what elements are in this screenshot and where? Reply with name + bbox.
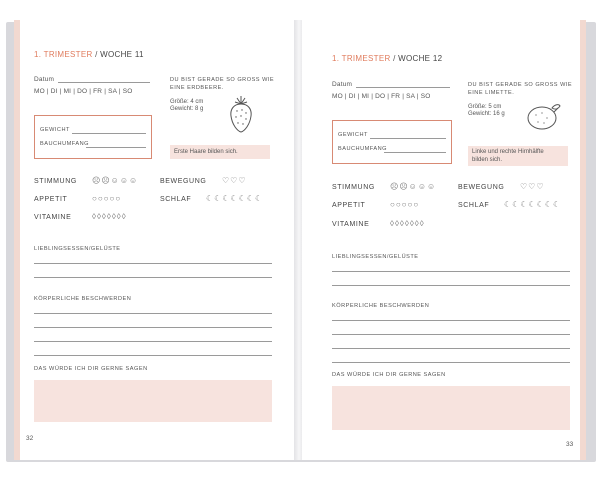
- header-separator: /: [390, 54, 399, 63]
- mood-rating[interactable]: ☹☹☺☺☺: [390, 182, 437, 191]
- complaints-line-4[interactable]: [34, 355, 272, 356]
- belly-label: BAUCHUMFANG: [40, 141, 90, 147]
- left-page: [14, 20, 296, 460]
- header-separator: /: [92, 50, 101, 59]
- complaints-line-2[interactable]: [34, 327, 272, 328]
- appetite-rating[interactable]: ○○○○○: [92, 194, 122, 203]
- sleep-rating[interactable]: ☾☾☾☾☾☾☾: [504, 200, 562, 209]
- size-text-line2: EINE ERDBEERE.: [170, 85, 224, 91]
- complaints-line-1[interactable]: [332, 320, 570, 321]
- week-label: WOCHE 11: [100, 50, 144, 59]
- fact-note-line2: bilden sich.: [472, 157, 503, 163]
- movement-rating[interactable]: ♡♡♡: [222, 176, 247, 185]
- appetite-rating[interactable]: ○○○○○: [390, 200, 420, 209]
- complaints-line-1[interactable]: [34, 313, 272, 314]
- cravings-line-1[interactable]: [34, 263, 272, 264]
- measurements-box: [332, 120, 452, 164]
- belly-line[interactable]: [384, 152, 446, 153]
- right-page: [302, 20, 586, 460]
- sleep-label: SCHLAF: [458, 202, 490, 209]
- movement-label: BEWEGUNG: [160, 178, 207, 185]
- strawberry-icon: [226, 94, 256, 134]
- complaints-line-3[interactable]: [332, 348, 570, 349]
- vitamins-rating[interactable]: ◊◊◊◊◊◊◊: [390, 219, 425, 228]
- vitamins-rating[interactable]: ◊◊◊◊◊◊◊: [92, 212, 127, 221]
- lime-icon: [524, 100, 562, 132]
- message-box[interactable]: [332, 386, 570, 430]
- page-number: 33: [566, 441, 574, 448]
- message-box[interactable]: [34, 380, 272, 422]
- weight-value: Gewicht: 8 g: [170, 106, 204, 112]
- message-label: DAS WÜRDE ICH DIR GERNE SAGEN: [332, 372, 446, 378]
- size-text-line1: DU BIST GERADE SO GROSS WIE: [170, 77, 275, 83]
- mood-rating[interactable]: ☹☹☺☺☺: [92, 176, 139, 185]
- week-label: WOCHE 12: [398, 54, 443, 63]
- sleep-rating[interactable]: ☾☾☾☾☾☾☾: [206, 194, 264, 203]
- cravings-line-2[interactable]: [332, 285, 570, 286]
- fact-note: Erste Haare bilden sich.: [174, 149, 238, 155]
- cravings-label: LIEBLINGSESSEN/GELÜSTE: [34, 246, 121, 252]
- weight-label: GEWICHT: [40, 127, 70, 133]
- size-text-line2: EINE LIMETTE.: [468, 90, 515, 96]
- trimester-label: 1. TRIMESTER: [332, 54, 391, 63]
- size-value: Größe: 4 cm: [170, 99, 204, 105]
- complaints-line-2[interactable]: [332, 334, 570, 335]
- complaints-line-3[interactable]: [34, 341, 272, 342]
- size-text-line1: DU BIST GERADE SO GROSS WIE: [468, 82, 573, 88]
- date-line[interactable]: [356, 87, 450, 88]
- complaints-line-4[interactable]: [332, 362, 570, 363]
- appetite-label: APPETIT: [332, 202, 366, 209]
- measurements-box: [34, 115, 152, 159]
- date-label: Datum: [34, 76, 55, 83]
- weight-value: Gewicht: 16 g: [468, 111, 505, 117]
- week-header: [332, 54, 442, 63]
- mood-label: STIMMUNG: [332, 184, 375, 191]
- vitamins-label: VITAMINE: [34, 214, 72, 221]
- belly-line[interactable]: [86, 147, 146, 148]
- movement-rating[interactable]: ♡♡♡: [520, 182, 545, 191]
- week-header: [34, 50, 144, 59]
- cravings-label: LIEBLINGSESSEN/GELÜSTE: [332, 254, 419, 260]
- complaints-label: KÖRPERLICHE BESCHWERDEN: [332, 303, 430, 309]
- cravings-line-2[interactable]: [34, 277, 272, 278]
- complaints-label: KÖRPERLICHE BESCHWERDEN: [34, 296, 132, 302]
- date-line[interactable]: [58, 82, 150, 83]
- appetite-label: APPETIT: [34, 196, 68, 203]
- weight-line[interactable]: [72, 133, 146, 134]
- weekday-selector[interactable]: MO | DI | MI | DO | FR | SA | SO: [34, 88, 133, 95]
- size-value: Größe: 5 cm: [468, 104, 502, 110]
- sleep-label: SCHLAF: [160, 196, 192, 203]
- belly-label: BAUCHUMFANG: [338, 146, 388, 152]
- trimester-label: 1. TRIMESTER: [34, 50, 93, 59]
- weight-line[interactable]: [370, 138, 446, 139]
- vitamins-label: VITAMINE: [332, 221, 370, 228]
- message-label: DAS WÜRDE ICH DIR GERNE SAGEN: [34, 366, 148, 372]
- mood-label: STIMMUNG: [34, 178, 77, 185]
- cravings-line-1[interactable]: [332, 271, 570, 272]
- weekday-selector[interactable]: MO | DI | MI | DO | FR | SA | SO: [332, 93, 431, 100]
- page-number: 32: [26, 435, 34, 442]
- weight-label: GEWICHT: [338, 132, 368, 138]
- date-label: Datum: [332, 81, 353, 88]
- fact-note-line1: Linke und rechte Hirnhälfte: [472, 149, 544, 155]
- movement-label: BEWEGUNG: [458, 184, 505, 191]
